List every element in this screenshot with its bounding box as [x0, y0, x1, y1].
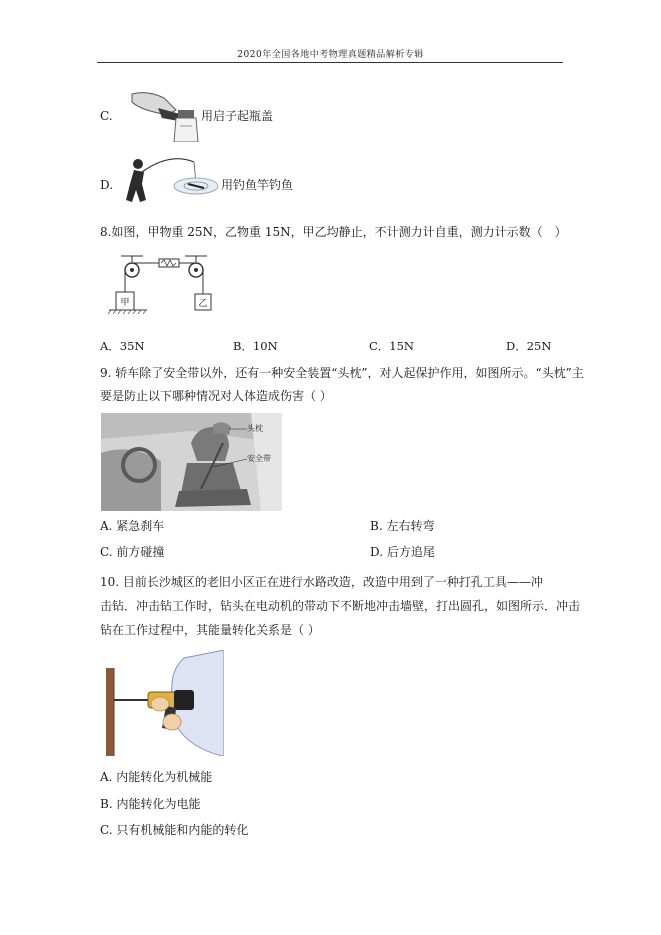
right-support: [185, 256, 207, 262]
q9-option-c: C. 前方碰撞: [100, 545, 165, 559]
fishing-rod-figure: [120, 150, 220, 210]
headrest-label: 头枕: [247, 424, 263, 433]
q10-option-c: C. 只有机械能和内能的转化: [100, 823, 249, 837]
q10-option-a: A. 内能转化为机械能: [100, 770, 213, 784]
page-header: 2020年全国各地中考物理真题精品解析专辑: [237, 50, 424, 60]
option-d-text: 用钓鱼竿钓鱼: [221, 178, 294, 192]
seatbelt-label: 安全带: [247, 454, 271, 463]
option-d-letter: D.: [100, 178, 114, 192]
question-10-stem-line3: 钻在工作过程中，其能量转化关系是（ ）: [100, 623, 320, 637]
q10-option-b: B. 内能转化为电能: [100, 797, 201, 811]
block-jia-label: 甲: [120, 298, 130, 308]
car-seat-photo: [101, 413, 282, 511]
q8-option-a: A．35N: [100, 339, 145, 353]
q8-option-d: D．25N: [506, 339, 552, 353]
bottle-opener-figure: [128, 88, 200, 142]
question-8-stem: 8.如图，甲物重 25N，乙物重 15N，甲乙均静止，不计测力计自重，测力计示数（ ）: [100, 225, 567, 239]
left-support: [121, 256, 143, 262]
q8-option-c: C．15N: [369, 339, 414, 353]
option-c-text: 用启子起瓶盖: [201, 109, 274, 123]
q9-option-d: D. 后方追尾: [370, 545, 435, 559]
question-9-stem-line1: 9. 轿车除了安全带以外，还有一种安全装置“头枕”，对人起保护作用，如图所示。“头枕”主: [100, 366, 584, 380]
pulley-diagram: [107, 254, 222, 322]
question-9-stem-line2: 要是防止以下哪种情况对人体造成伤害（ ）: [100, 389, 332, 403]
option-c-letter: C.: [100, 109, 113, 123]
header-rule: [97, 62, 563, 63]
q9-option-a: A. 紧急刹车: [100, 519, 165, 533]
block-yi-label: 乙: [198, 299, 208, 309]
question-10-stem-line2: 击钻．冲击钻工作时，钻头在电动机的带动下不断地冲击墙壁，打出圆孔，如图所示．冲击: [100, 599, 581, 613]
impact-drill-figure: [104, 650, 224, 756]
q9-option-b: B. 左右转弯: [370, 519, 435, 533]
q8-option-b: B．10N: [233, 339, 278, 353]
question-10-stem-line1: 10. 目前长沙城区的老旧小区正在进行水路改造，改造中用到了一种打孔工具——冲: [100, 575, 543, 589]
